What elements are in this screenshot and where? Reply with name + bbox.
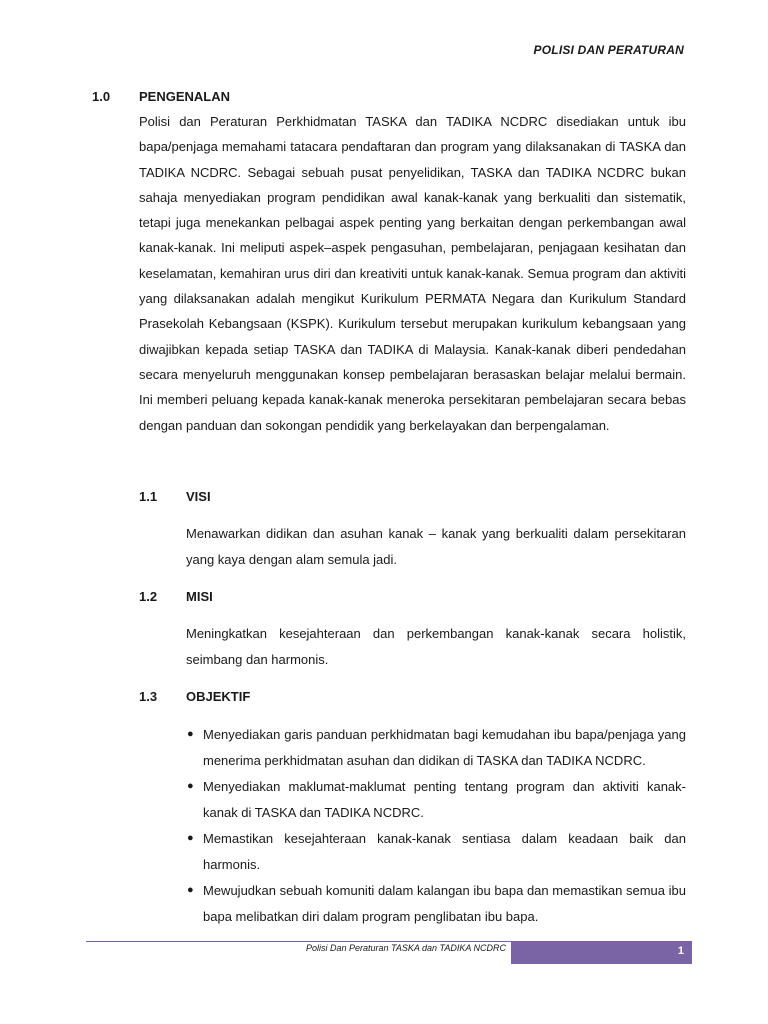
objektif-item-text: Menyediakan garis panduan perkhidmatan bagi kemudahan ibu bapa/penjaga yang menerima perkhidmatan asuhan dan didikan di TASKA dan TADIKA NCDRC.: [203, 727, 686, 768]
objektif-item: [186, 826, 686, 877]
objektif-item-text: Memastikan kesejahteraan kanak-kanak sentiasa dalam keadaan baik dan harmonis.: [203, 831, 686, 872]
section-number: 1.0: [92, 89, 111, 104]
footer-text: Polisi Dan Peraturan TASKA dan TADIKA NCDRC: [305, 943, 507, 953]
misi-paragraph: Meningkatkan kesejahteraan dan perkembangan kanak-kanak secara holistik, seimbang dan harmonis.: [186, 626, 686, 667]
page-number: 1: [677, 945, 684, 957]
objektif-item: [186, 722, 686, 773]
objektif-list: [186, 722, 686, 930]
visi-paragraph: Menawarkan didikan dan asuhan kanak – kanak yang berkualiti dalam persekitaran yang kaya dengan alam semula jadi.: [186, 526, 686, 567]
misi-title: MISI: [186, 589, 213, 604]
objektif-item: [186, 878, 686, 929]
objektif-item-text: Menyediakan maklumat-maklumat penting tentang program dan aktiviti kanak-kanak di TASKA dan TADIKA NCDRC.: [203, 779, 686, 820]
objektif-title: OBJEKTIF: [186, 689, 251, 704]
objektif-number: 1.3: [139, 689, 158, 704]
misi-number: 1.2: [139, 589, 158, 604]
intro-paragraph: Polisi dan Peraturan Perkhidmatan TASKA dan TADIKA NCDRC disediakan untuk ibu bapa/penjaga memahami tatacara pendaftaran dan program yang dilaksanakan di TASKA dan TADIKA NCDRC. Sebagai sebuah pusat penyelidikan, TASKA dan TADIKA NCDRC bukan sahaja menyediakan program pendidikan awal kanak-kanak yang berkualiti dan sistematik, tetapi juga menekankan pelbagai aspek penting yang berkaitan dengan perkembangan awal kanak-kanak. Ini meliputi aspek–aspek pengasuhan, pembelajaran, penjagaan kesihatan dan keselamatan, kemahiran urus diri dan kreativiti untuk kanak-kanak. Semua program dan aktiviti yang dilaksanakan adalah mengikut Kurikulum PERMATA Negara dan Kurikulum Standard Prasekolah Kebangsaan (KSPK). Kurikulum tersebut merupakan kurikulum kebangsaan yang diwajibkan kepada setiap TASKA dan TADIKA di Malaysia. Kanak-kanak diberi pendedahan secara menyeluruh menggunakan konsep pembelajaran berasaskan belajar melalui bermain. Ini memberi peluang kepada kanak-kanak meneroka persekitaran pembelajaran secara bebas dengan panduan dan sokongan pendidik yang berkelayakan dan berpengalaman.: [139, 114, 686, 433]
section-title: PENGENALAN: [139, 89, 231, 104]
bullet-icon: ●: [187, 728, 194, 740]
objektif-item: [186, 774, 686, 825]
page-number-box: [511, 942, 692, 964]
page-header-title: POLISI DAN PERATURAN: [533, 43, 684, 57]
bullet-icon: ●: [187, 832, 194, 844]
visi-title: VISI: [186, 489, 211, 504]
bullet-icon: ●: [187, 780, 194, 792]
visi-number: 1.1: [139, 489, 158, 504]
bullet-icon: ●: [187, 884, 194, 896]
objektif-item-text: Mewujudkan sebuah komuniti dalam kalangan ibu bapa dan memastikan semua ibu bapa melibatkan diri dalam program penglibatan ibu bapa.: [203, 883, 686, 924]
